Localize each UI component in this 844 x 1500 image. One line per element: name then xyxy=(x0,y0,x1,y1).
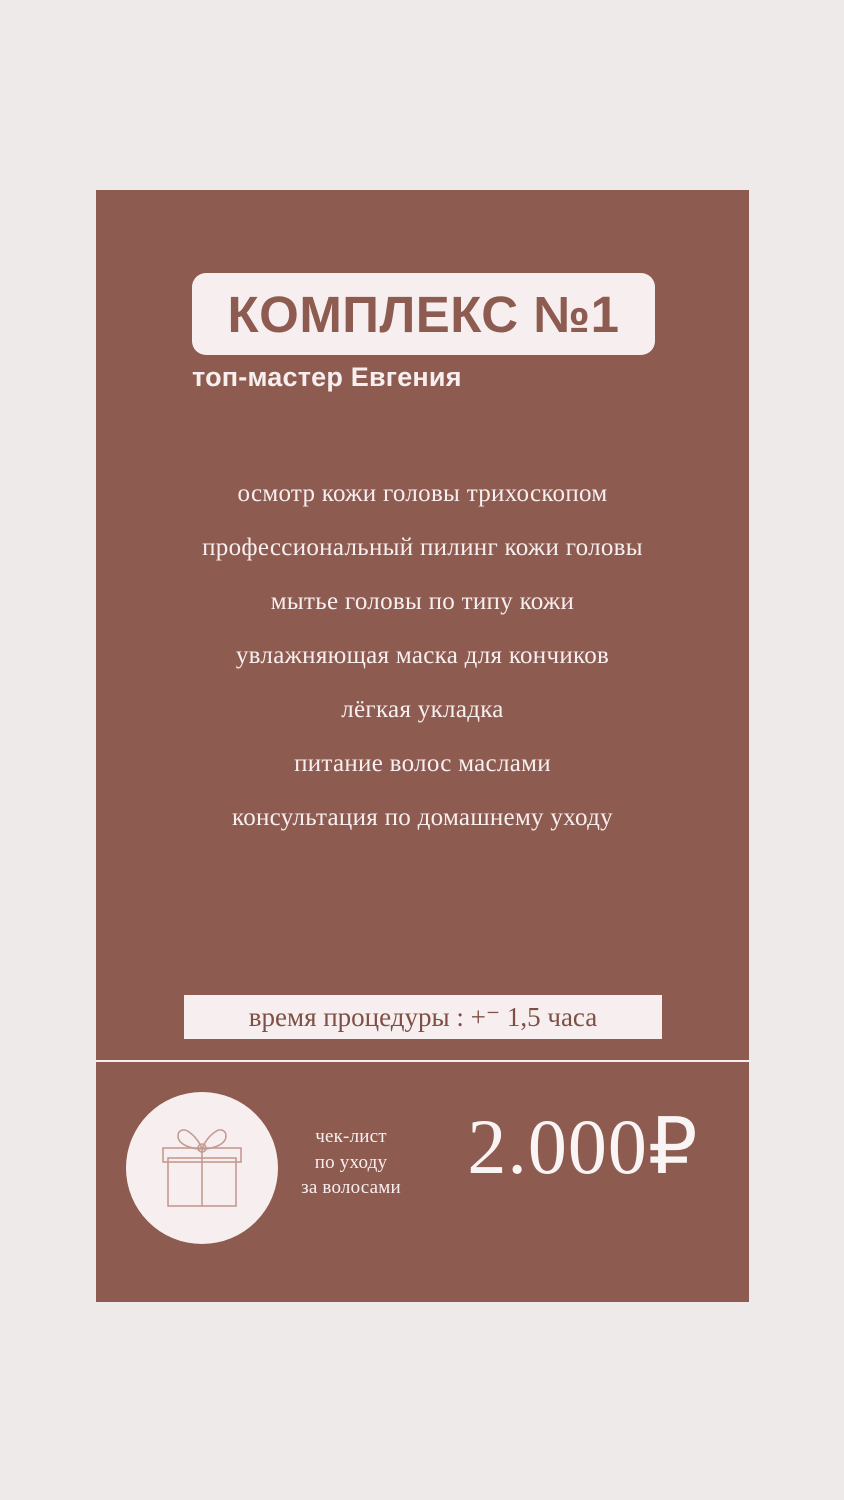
list-item: мытье головы по типу кожи xyxy=(270,588,575,615)
price-list-poster xyxy=(96,190,749,1302)
poster-bottom-section xyxy=(96,1062,749,1302)
master-subtitle: топ-мастер Евгения xyxy=(192,362,462,392)
duration-badge xyxy=(184,995,662,1039)
gift-icon xyxy=(150,1118,254,1218)
list-item: осмотр кожи головы трихоскопом xyxy=(237,480,608,507)
gift-badge xyxy=(126,1092,278,1244)
bonus-checklist-label xyxy=(286,1124,416,1201)
page-title: КОМПЛЕКС №1 xyxy=(227,285,620,343)
list-item: увлажняющая маска для кончиков xyxy=(235,642,610,669)
duration-text: время процедуры : +⁻ 1,5 часа xyxy=(248,1001,598,1032)
bonus-line-1: чек-лист xyxy=(315,1126,387,1147)
bonus-line-2: по уходу xyxy=(314,1151,388,1173)
poster-top-section xyxy=(96,190,749,1062)
title-badge xyxy=(192,273,655,355)
list-item: консультация по домашнему уходу xyxy=(232,804,613,831)
bonus-line-3: за волосами xyxy=(301,1177,401,1199)
list-item: лёгкая укладка xyxy=(341,696,504,723)
list-item: питание волос маслами xyxy=(294,750,551,777)
services-list xyxy=(96,480,749,832)
list-item: профессиональный пилинг кожи головы xyxy=(202,534,643,561)
price-value: 2.000₽ xyxy=(467,1103,699,1190)
